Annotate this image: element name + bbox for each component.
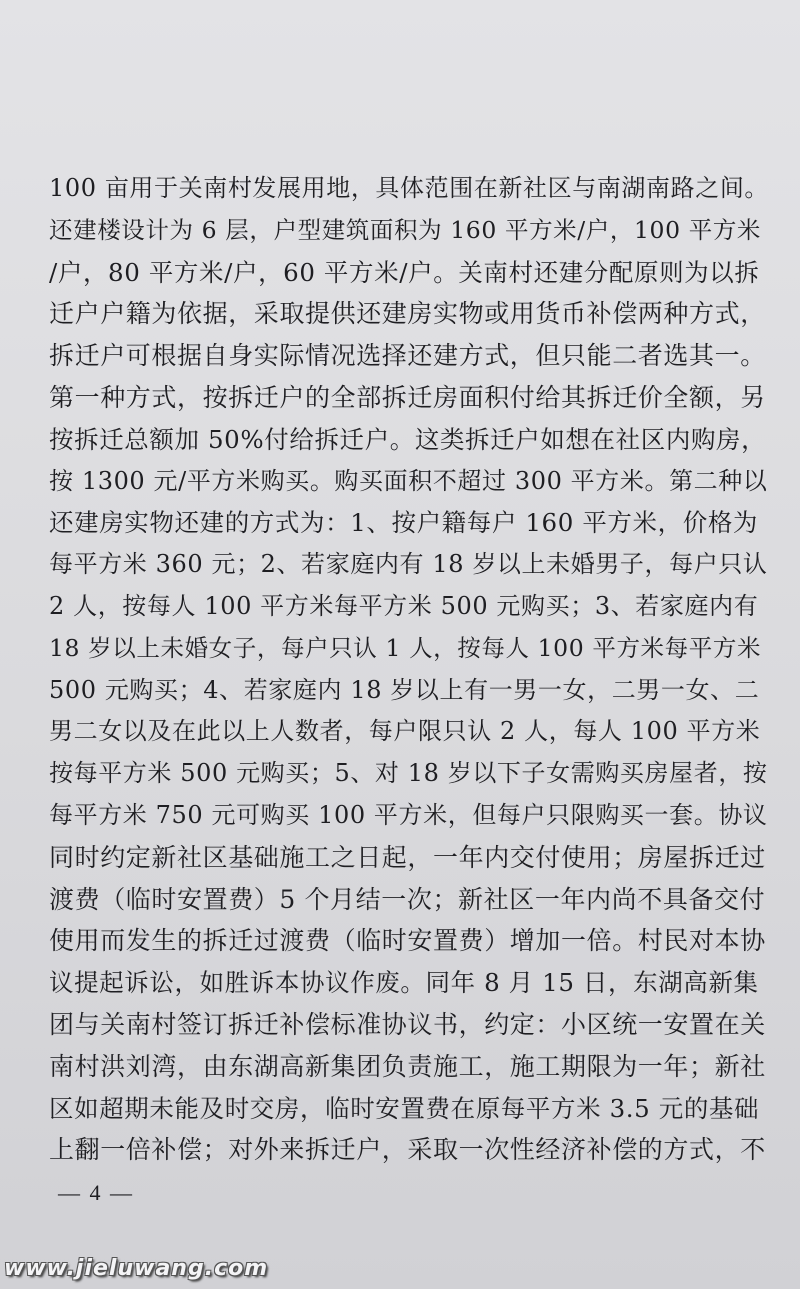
text-line: 迁户户籍为依据，采取提供还建房实物或用货币补偿两种方式， [49, 299, 766, 329]
text-line: 每平方米 750 元可购买 100 平方米，但每户只限购买一套。协议 [49, 800, 768, 829]
text-line: 按 1300 元/平方米购买。购买面积不超过 300 平方米。第二种以 [49, 466, 768, 495]
text-line: /户，80 平方米/户，60 平方米/户。关南村还建分配原则为以拆 [49, 257, 760, 287]
text-line: 议提起诉讼，如胜诉本协议作废。同年 8 月 15 日，东湖高新集 [49, 968, 759, 998]
text-line: 第一种方式，按拆迁户的全部拆迁房面积付给其拆迁价全额，另 [49, 382, 766, 412]
text-line: 按每平方米 500 元购买；5、对 18 岁以下子女需购买房屋者，按 [49, 759, 768, 788]
text-line: 500 元购买；4、若家庭内 18 岁以上有一男一女，二男一女、二 [49, 675, 760, 704]
text-line: 按拆迁总额加 50%付给拆迁户。这类拆迁户如想在社区内购房， [49, 424, 767, 454]
site-watermark: www.jieluwang.com [4, 1256, 269, 1281]
text-line: 拆迁户可根据自身实际情况选择还建方式，但只能二者选其一。 [49, 341, 766, 371]
text-line: 2 人，按每人 100 平方米每平方米 500 元购买；3、若家庭内有 [49, 591, 759, 620]
text-line: 南村洪刘湾，由东湖高新集团负责施工，施工期限为一年；新社 [49, 1051, 766, 1081]
text-line: 使用而发生的拆迁过渡费（临时安置费）增加一倍。村民对本协 [49, 926, 766, 956]
body-text [49, 168, 769, 1171]
text-line: 上翻一倍补偿；对外来拆迁户，采取一次性经济补偿的方式，不 [49, 1135, 766, 1165]
text-line: 每平方米 360 元；2、若家庭内有 18 岁以上未婚男子，每户只认 [49, 550, 768, 579]
text-line: 团与关南村签订拆迁补偿标准协议书，约定：小区统一安置在关 [49, 1009, 766, 1039]
text-line: 还建楼设计为 6 层，户型建筑面积为 160 平方米/户，100 平方米 [49, 215, 762, 244]
text-line: 还建房实物还建的方式为：1、按户籍每户 160 平方米，价格为 [49, 508, 759, 538]
text-line: 同时约定新社区基础施工之日起，一年内交付使用；房屋拆迁过 [49, 842, 766, 872]
page-number: — 4 — [58, 1180, 134, 1205]
text-line: 18 岁以上未婚女子，每户只认 1 人，按每人 100 平方米每平方米 [49, 633, 762, 662]
text-line: 渡费（临时安置费）5 个月结一次；新社区一年内尚不具备交付 [49, 884, 766, 914]
text-line: 男二女以及在此以上人数者，每户限只认 2 人，每人 100 平方米 [49, 717, 761, 746]
text-line: 100 亩用于关南村发展用地，具体范围在新社区与南湖南路之间。 [49, 174, 770, 202]
text-line: 区如超期未能及时交房，临时安置费在原每平方米 3.5 元的基础 [49, 1093, 760, 1123]
